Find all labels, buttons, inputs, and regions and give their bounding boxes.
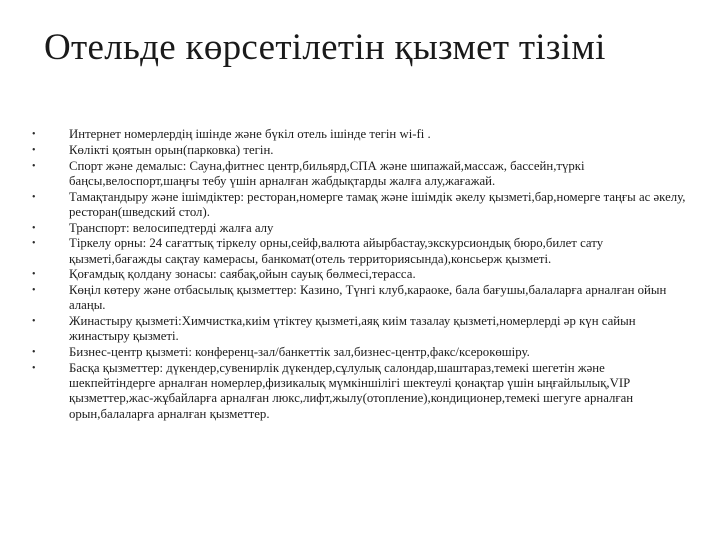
list-item-text: Транспорт: велосипедтерді жалға алу xyxy=(69,220,274,235)
bullet-icon: • xyxy=(32,129,36,140)
list-item xyxy=(24,221,692,236)
bullet-icon: • xyxy=(32,316,36,328)
bullet-icon: • xyxy=(32,347,36,359)
list-item xyxy=(24,283,692,313)
bullet-icon: • xyxy=(32,285,36,297)
list-item xyxy=(24,314,692,344)
list-item xyxy=(24,143,692,158)
bullet-icon: • xyxy=(32,191,36,203)
list-item xyxy=(24,236,692,266)
bullet-icon: • xyxy=(32,238,36,250)
list-item-text: Бизнес-центр қызметі: конференц-зал/банкеттік зал,бизнес-центр,факс/ксерокөшіру. xyxy=(69,345,530,360)
bullet-icon: • xyxy=(32,160,36,172)
list-item xyxy=(24,159,692,189)
list-item xyxy=(24,190,692,220)
bullet-icon: • xyxy=(32,222,36,234)
list-item-text: Спорт және демалыс: Сауна,фитнес центр,бильярд,СПА және шипажай,массаж, бассейн,түркі баңсы,велоспорт,шаңғы тебу үшін арналған жабдықтарды жалға алу,жағажай. xyxy=(69,158,585,188)
list-item xyxy=(24,361,692,422)
list-item-text: Интернет номерлердің ішінде және бүкіл отель ішінде тегін wi-fi . xyxy=(69,127,431,141)
list-item xyxy=(24,345,692,360)
list-item-text: Жинастыру қызметі:Химчистка,киім үтіктеу қызметі,аяқ киім тазалау қызметі,номерлерді әр күн сайын жинастыру қызметі. xyxy=(69,314,636,344)
list-item-text: Көңіл көтеру және отбасылық қызметтер: Казино, Түнгі клуб,караоке, бала бағушы,балаларға арналған ойын алаңы. xyxy=(69,283,667,313)
list-item xyxy=(24,267,692,282)
bullet-icon: • xyxy=(32,269,36,281)
list-item-text: Қоғамдық қолдану зонасы: саябақ,ойын сауық бөлмесі,терасса. xyxy=(69,267,416,282)
list-item-text: Көлікті қоятын орын(парковка) тегін. xyxy=(69,142,274,157)
services-list xyxy=(24,127,692,422)
list-item-text: Тамақтандыру және ішімдіктер: ресторан,номерге тамақ және ішімдік әкелу қызметі,бар,номерге таңғы ас әкелу, ресторан(шведский стол). xyxy=(69,189,686,219)
list-item xyxy=(24,127,692,142)
list-item-text: Тіркелу орны: 24 сағаттық тіркелу орны,сейф,валюта айырбастау,экскурсиондық бюро,билет сату қызметі,бағажды сақтау камерасы, банкомат(отель территориясында),консьерж қызметі. xyxy=(69,236,604,266)
bullet-icon: • xyxy=(32,144,36,156)
bullet-icon: • xyxy=(32,362,36,374)
slide-title: Отельде көрсетілетін қызмет тізімі xyxy=(44,27,606,68)
list-item-text: Басқа қызметтер: дүкендер,сувенирлік дүкендер,сұлулық салондар,шаштараз,темекі шегетін және шекпейтіндерге арналған номерлер,физикалық мүмкіншілігі шектеулі қонақтар үшін ыңғайлылық,VIP қызметтер,жас-жұбайларға арналған люкс,лифт,жылу(отопление),кондиционер,темекі шегуге арналған орын,балаларға арналған қызметтер. xyxy=(69,360,634,421)
